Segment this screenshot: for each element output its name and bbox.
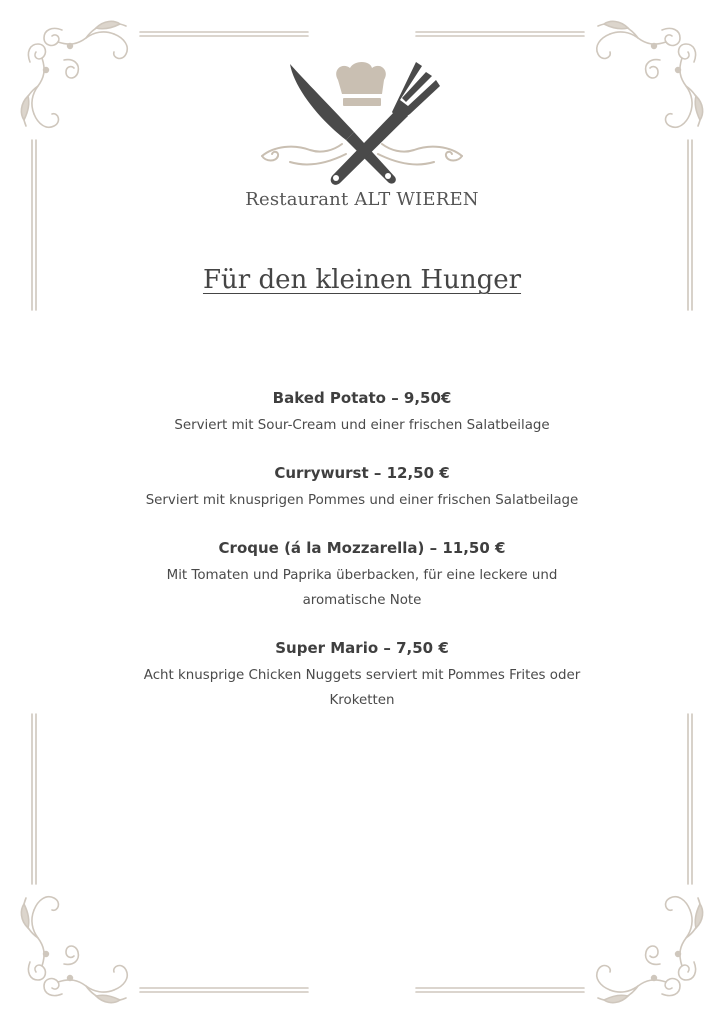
menu-item-description: Serviert mit knusprigen Pommes und einer frischen Salatbeilage: [145, 493, 579, 508]
menu-item: [112, 534, 612, 613]
menu-item-description: Serviert mit Sour-Cream und einer frischen Salatbeilage: [174, 418, 550, 433]
restaurant-logo: [250, 58, 474, 190]
page-title: [0, 265, 724, 295]
chef-hat-icon: [336, 62, 386, 106]
menu-item-description: Acht knusprige Chicken Nuggets serviert mit Pommes Frites oder Kroketten: [143, 668, 581, 708]
menu-item-title: Baked Potato – 9,50€: [272, 389, 452, 407]
menu-item-description: Mit Tomaten und Paprika überbacken, für eine leckere und aromatische Note: [166, 568, 558, 608]
menu-list: [112, 384, 612, 734]
menu-item-title: Croque (á la Mozzarella) – 11,50 €: [218, 539, 506, 557]
page-title-text: Für den kleinen Hunger: [202, 265, 522, 295]
menu-item: [112, 634, 612, 713]
restaurant-name: Restaurant ALT WIEREN: [245, 189, 479, 210]
menu-item-title: Super Mario – 7,50 €: [275, 639, 449, 657]
menu-item: [112, 459, 612, 513]
menu-item-title: Currywurst – 12,50 €: [274, 464, 450, 482]
menu-item: [112, 384, 612, 438]
